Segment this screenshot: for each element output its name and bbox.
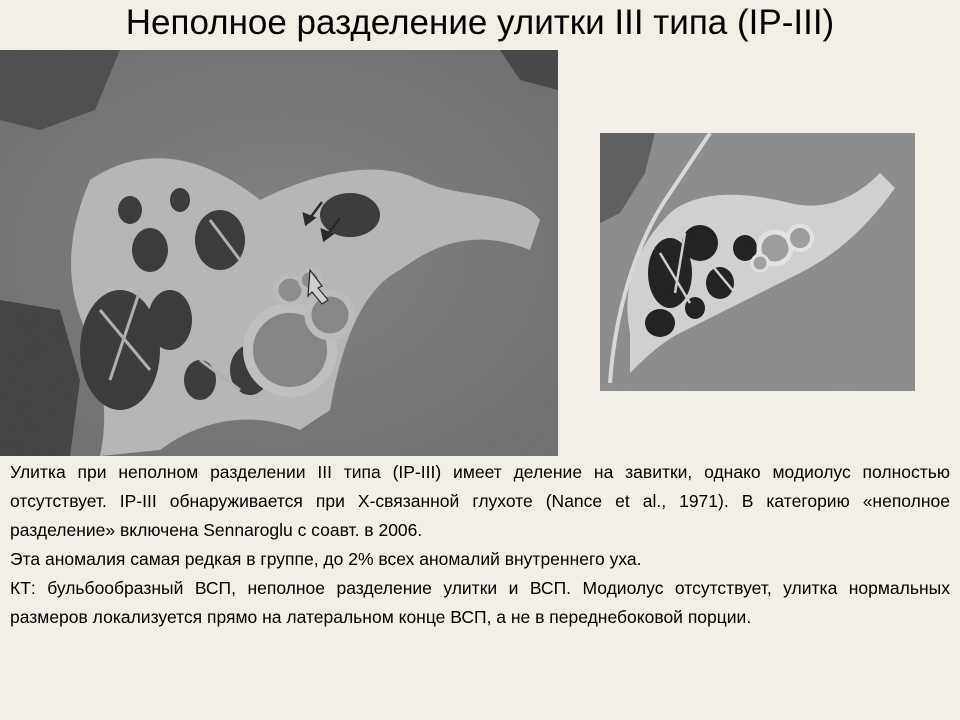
description-text — [10, 458, 950, 632]
paragraph-rarity: Эта аномалия самая редкая в группе, до 2% всех аномалий внутреннего уха. — [10, 549, 642, 569]
small-ct-scan — [600, 133, 915, 391]
main-ct-scan — [0, 50, 558, 456]
paragraph-ip3-description: Улитка при неполном разделении III типа (IP-III) имеет деление на завитки, однако модиолус полностью отсутствует. IP-III обнаруживается при X-связанной глухоте (Nance et al., 1971). В категорию «неполное разделение» включена Sennaroglu с соавт. в 2006. — [10, 462, 950, 540]
small-ct-image — [600, 133, 915, 391]
main-ct-image — [0, 50, 558, 456]
paragraph-ct-findings: КТ: бульбообразный ВСП, неполное разделение улитки и ВСП. Модиолус отсутствует, улитка нормальных размеров локализуется прямо на латеральном конце ВСП, а не в переднебоковой порции. — [10, 578, 950, 627]
slide-title: Неполное разделение улитки III типа (IP-III) — [125, 3, 835, 42]
